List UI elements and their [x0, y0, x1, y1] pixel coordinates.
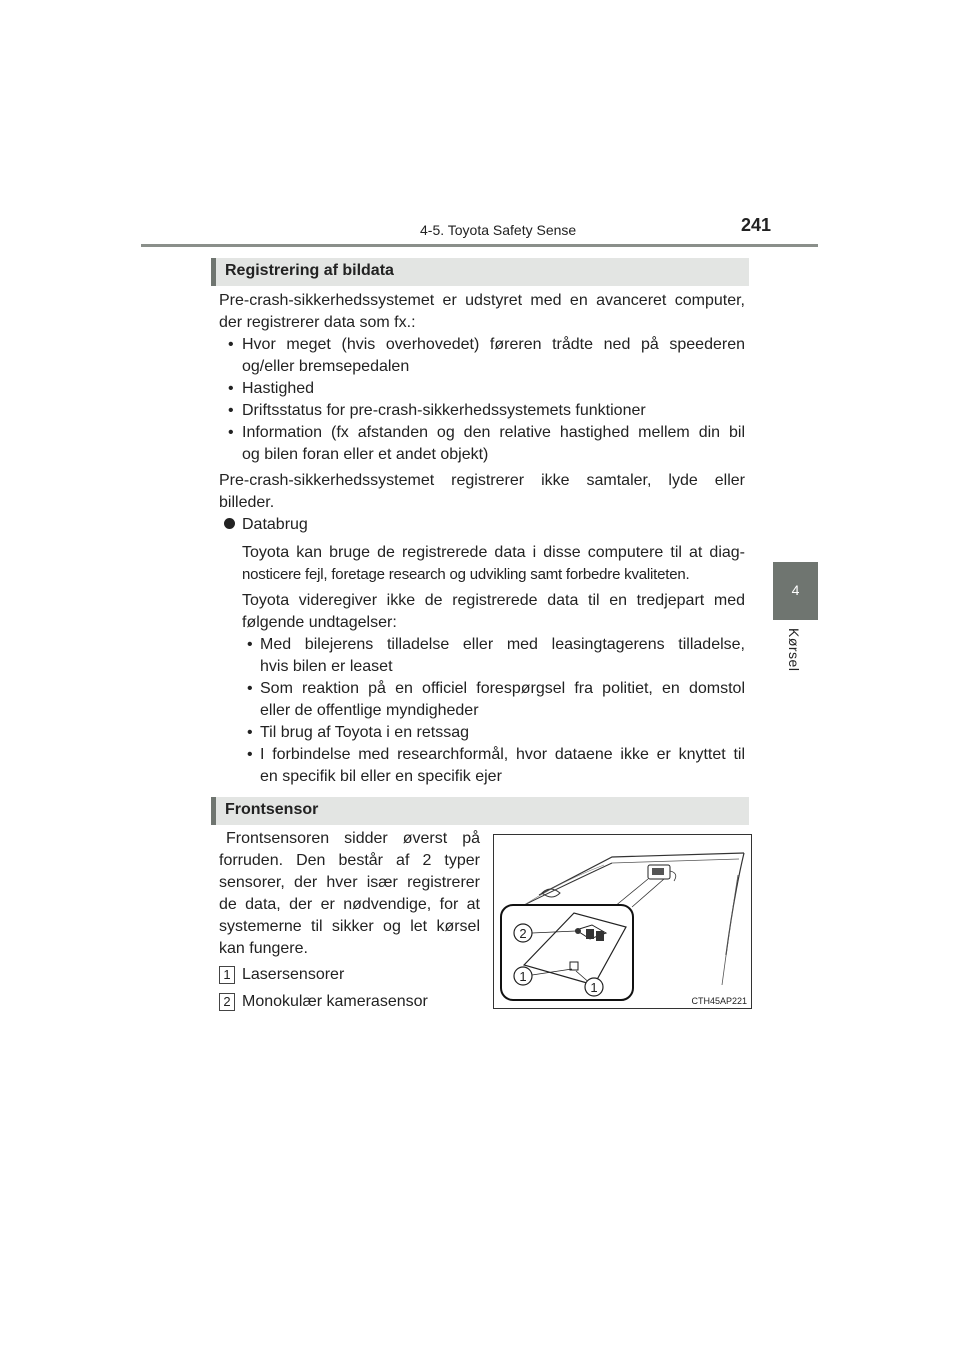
chapter-tab: [773, 562, 818, 620]
running-header-section: 4-5. Toyota Safety Sense: [420, 222, 577, 238]
section-title: Frontsensor: [225, 801, 319, 818]
chapter-number: 4: [791, 582, 800, 598]
chapter-label: Kørsel: [786, 628, 802, 672]
page-number: 241: [741, 215, 772, 235]
callout-1: 1: [590, 980, 598, 995]
exception-2-line-2: eller de offentlige myndigheder: [260, 702, 479, 719]
bullet-3-line-1: Driftsstatus for pre-crash-sikkerhedssystemets funktioner: [242, 402, 646, 419]
frontsensor-line-1: Frontsensoren sidder øverst på: [226, 830, 480, 847]
exception-1-line-2: hvis bilen er leaset: [260, 658, 393, 675]
intro-line-1: Pre-crash-sikkerhedssystemet er udstyret med en avanceret computer,: [219, 292, 745, 309]
databrug-p1-line-2: nosticere fejl, foretage research og udvikling samt forbedre kvaliteten.: [242, 566, 690, 583]
section-header-bar: [211, 797, 216, 825]
callout-1: 1: [519, 969, 527, 984]
frontsensor-line-2: forruden. Den består af 2 typer: [219, 852, 480, 869]
circle-bullet-icon: [224, 518, 235, 529]
frontsensor-line-3: sensorer, der hver især registrerer: [219, 874, 480, 891]
bullet-2-line-1: Hastighed: [242, 380, 315, 397]
para2-line-2: billeder.: [219, 494, 275, 511]
callout-2: 2: [519, 926, 527, 941]
bullet-dot: •: [247, 680, 253, 697]
bullet-dot: •: [228, 380, 234, 397]
header-rule: [141, 244, 818, 247]
intro-line-2: der registrerer data som fx.:: [219, 314, 416, 331]
exception-2-line-1: Som reaktion på en officiel forespørgsel fra politiet, en domstol: [260, 680, 745, 697]
item-number-box: 2: [219, 993, 235, 1011]
databrug-label: Databrug: [242, 516, 308, 533]
bullet-1-line-2: og/eller bremsepedalen: [242, 358, 410, 375]
sensor-diagram: [494, 835, 751, 1008]
exception-3-line-1: Til brug af Toyota i en retssag: [260, 724, 469, 741]
exception-4-line-1: I forbindelse med researchformål, hvor dataene ikke er knyttet til: [260, 746, 745, 763]
bullet-1-line-1: Hvor meget (hvis overhovedet) føreren trådte ned på speederen: [242, 336, 745, 353]
bullet-dot: •: [228, 336, 234, 353]
bullet-4-line-1: Information (fx afstanden og den relative hastighed mellem din bil: [242, 424, 745, 441]
bullet-dot: •: [228, 402, 234, 419]
bullet-dot: •: [247, 724, 253, 741]
bullet-4-line-2: og bilen foran eller et andet objekt): [242, 446, 489, 463]
databrug-p2-line-2: følgende undtagelser:: [242, 614, 397, 631]
exception-4-line-2: en specifik bil eller en specifik ejer: [260, 768, 502, 785]
figure-code: CTH45AP221: [691, 996, 747, 1006]
section-header-bar: [211, 258, 216, 286]
item-label-lasersensorer: Lasersensorer: [242, 966, 345, 983]
bullet-dot: •: [247, 746, 253, 763]
frontsensor-line-6: kan fungere.: [219, 940, 308, 957]
frontsensor-line-5: systemerne til sikker og let kørsel: [219, 918, 480, 935]
databrug-p2-line-1: Toyota videregiver ikke de registrerede data til en tredjepart med: [242, 592, 745, 609]
windshield-sensor-illustration: [493, 834, 752, 1009]
exception-1-line-1: Med bilejerens tilladelse eller med leasingtagerens tilladelse,: [260, 636, 745, 653]
frontsensor-line-4: de data, der er nødvendige, for at: [219, 896, 480, 913]
section-header-frontsensor: [211, 797, 749, 825]
section-header-registrering: [211, 258, 749, 286]
para2-line-1: Pre-crash-sikkerhedssystemet registrerer ikke samtaler, lyde eller: [219, 472, 745, 489]
bullet-dot: •: [228, 424, 234, 441]
item-number-box: 1: [219, 966, 235, 984]
databrug-p1-line-1: Toyota kan bruge de registrerede data i disse computere til at diag-: [242, 544, 745, 561]
item-label-kamerasensor: Monokulær kamerasensor: [242, 993, 428, 1010]
bullet-dot: •: [247, 636, 253, 653]
section-title: Registrering af bildata: [225, 262, 394, 279]
